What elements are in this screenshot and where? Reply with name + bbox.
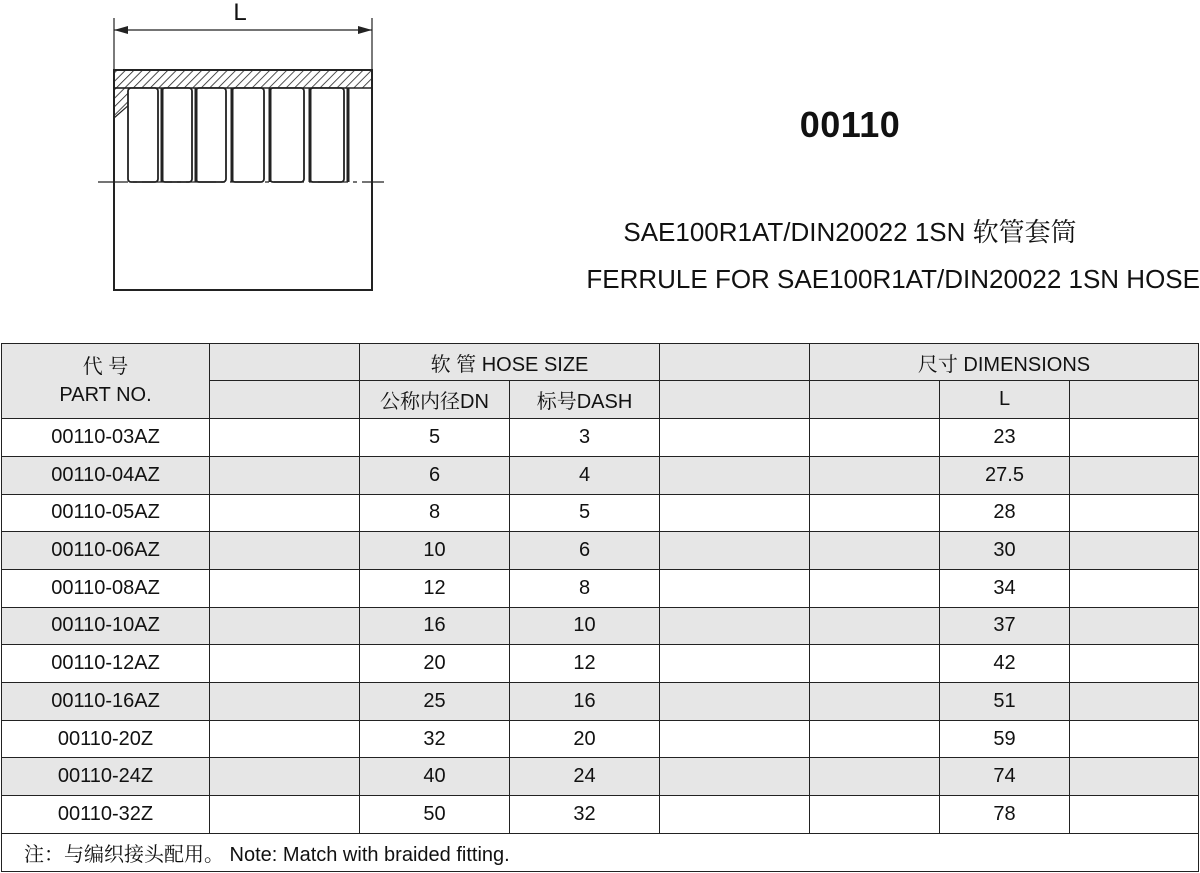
blank-cell <box>210 569 360 607</box>
dn-cell: 50 <box>360 796 510 834</box>
table-row <box>2 607 1199 645</box>
l-cell: 74 <box>940 758 1070 796</box>
part-no-cell: 00110-32Z <box>2 796 210 834</box>
table-row <box>2 494 1199 532</box>
blank-cell <box>1070 796 1199 834</box>
blank-cell <box>810 381 940 419</box>
blank-cell <box>210 720 360 758</box>
blank-cell <box>1070 645 1199 683</box>
table-row <box>2 796 1199 834</box>
blank-cell <box>660 720 810 758</box>
part-no-en: PART NO. <box>59 384 152 407</box>
blank-cell <box>660 532 810 570</box>
dash-header: 标号DASH <box>510 381 660 419</box>
part-no-cell: 00110-12AZ <box>2 645 210 683</box>
part-no-header <box>2 344 210 419</box>
part-no-cell: 00110-16AZ <box>2 683 210 721</box>
part-no-cell: 00110-10AZ <box>2 607 210 645</box>
blank-cell <box>210 645 360 683</box>
part-no-cn: 代 号 <box>82 356 129 379</box>
dash-cell: 16 <box>510 683 660 721</box>
dash-cell: 8 <box>510 569 660 607</box>
spec-table <box>1 343 1199 872</box>
blank-cell <box>660 456 810 494</box>
l-header: L <box>940 381 1070 419</box>
blank-cell <box>810 569 940 607</box>
blank-cell <box>660 683 810 721</box>
table-row <box>2 456 1199 494</box>
hose-size-header: 软 管 HOSE SIZE <box>360 344 660 381</box>
ferrule-drawing <box>90 0 400 300</box>
blank-cell <box>210 758 360 796</box>
dimension-label-l: L <box>233 0 247 26</box>
blank-cell <box>660 344 810 381</box>
blank-cell <box>210 532 360 570</box>
table-row <box>2 758 1199 796</box>
dn-cell: 20 <box>360 645 510 683</box>
part-no-cell: 00110-06AZ <box>2 532 210 570</box>
table-row <box>2 683 1199 721</box>
subtitle-english: FERRULE FOR SAE100R1AT/DIN20022 1SN HOSE <box>586 264 1200 294</box>
dash-cell: 4 <box>510 456 660 494</box>
blank-cell <box>810 532 940 570</box>
dash-cell: 5 <box>510 494 660 532</box>
l-cell: 59 <box>940 720 1070 758</box>
blank-cell <box>1070 494 1199 532</box>
l-cell: 51 <box>940 683 1070 721</box>
l-cell: 34 <box>940 569 1070 607</box>
dash-cell: 20 <box>510 720 660 758</box>
l-cell: 42 <box>940 645 1070 683</box>
dn-cell: 8 <box>360 494 510 532</box>
dn-cell: 10 <box>360 532 510 570</box>
blank-cell <box>1070 683 1199 721</box>
part-no-cell: 00110-24Z <box>2 758 210 796</box>
dimensions-header: 尺寸 DIMENSIONS <box>810 344 1199 381</box>
blank-cell <box>660 381 810 419</box>
blank-cell <box>1070 569 1199 607</box>
dash-cell: 10 <box>510 607 660 645</box>
table-row <box>2 720 1199 758</box>
blank-cell <box>810 456 940 494</box>
blank-cell <box>210 344 360 381</box>
blank-cell <box>810 720 940 758</box>
blank-cell <box>1070 607 1199 645</box>
part-no-cell: 00110-05AZ <box>2 494 210 532</box>
dash-cell: 24 <box>510 758 660 796</box>
dash-cell: 6 <box>510 532 660 570</box>
dn-cell: 12 <box>360 569 510 607</box>
part-no-cell: 00110-20Z <box>2 720 210 758</box>
note-row <box>2 833 1199 871</box>
dn-cell: 32 <box>360 720 510 758</box>
blank-cell <box>210 494 360 532</box>
product-code: 00110 <box>799 104 901 145</box>
dn-cell: 16 <box>360 607 510 645</box>
part-no-cell: 00110-08AZ <box>2 569 210 607</box>
header-row <box>2 344 1199 381</box>
blank-cell <box>810 683 940 721</box>
dn-header: 公称内径DN <box>360 381 510 419</box>
note-text: 注：与编织接头配用。 Note: Match with braided fitting. <box>2 833 1199 871</box>
l-cell: 78 <box>940 796 1070 834</box>
blank-cell <box>810 607 940 645</box>
blank-cell <box>660 569 810 607</box>
dn-cell: 5 <box>360 419 510 457</box>
l-cell: 27.5 <box>940 456 1070 494</box>
l-cell: 23 <box>940 419 1070 457</box>
dn-cell: 6 <box>360 456 510 494</box>
table-row <box>2 419 1199 457</box>
dn-cell: 25 <box>360 683 510 721</box>
blank-cell <box>810 494 940 532</box>
subtitle-chinese: SAE100R1AT/DIN20022 1SN 软管套筒 <box>623 217 1077 247</box>
l-cell: 28 <box>940 494 1070 532</box>
part-no-cell: 00110-04AZ <box>2 456 210 494</box>
blank-cell <box>1070 758 1199 796</box>
blank-cell <box>660 607 810 645</box>
blank-cell <box>210 607 360 645</box>
blank-cell <box>660 645 810 683</box>
table-row <box>2 645 1199 683</box>
blank-cell <box>660 758 810 796</box>
blank-cell <box>660 796 810 834</box>
part-no-cell: 00110-03AZ <box>2 419 210 457</box>
blank-cell <box>210 381 360 419</box>
blank-cell <box>1070 720 1199 758</box>
table-row <box>2 569 1199 607</box>
dash-cell: 32 <box>510 796 660 834</box>
dash-cell: 12 <box>510 645 660 683</box>
blank-cell <box>810 419 940 457</box>
dn-cell: 40 <box>360 758 510 796</box>
l-cell: 30 <box>940 532 1070 570</box>
blank-cell <box>210 796 360 834</box>
blank-cell <box>810 796 940 834</box>
blank-cell <box>810 645 940 683</box>
l-cell: 37 <box>940 607 1070 645</box>
blank-cell <box>1070 456 1199 494</box>
blank-cell <box>1070 381 1199 419</box>
blank-cell <box>210 683 360 721</box>
blank-cell <box>660 419 810 457</box>
table-row <box>2 532 1199 570</box>
blank-cell <box>210 419 360 457</box>
dash-cell: 3 <box>510 419 660 457</box>
blank-cell <box>1070 532 1199 570</box>
blank-cell <box>1070 419 1199 457</box>
blank-cell <box>210 456 360 494</box>
blank-cell <box>660 494 810 532</box>
blank-cell <box>810 758 940 796</box>
